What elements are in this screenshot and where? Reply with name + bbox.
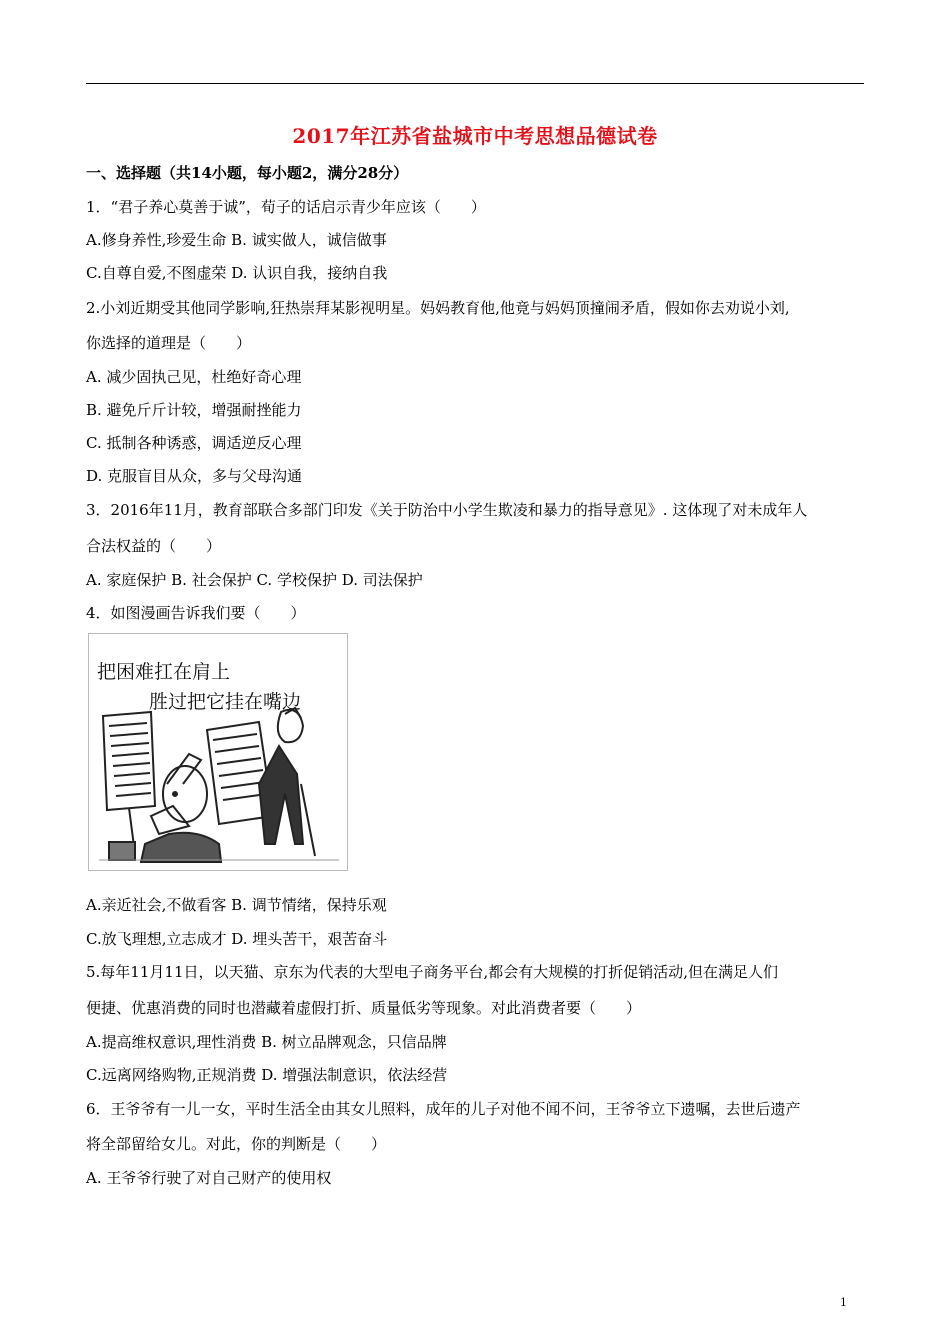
question-3-options: A. 家庭保护 B. 社会保护 C. 学校保护 D. 司法保护 (86, 571, 423, 589)
question-3-line-1: 3．2016年11月，教育部联合多部门印发《关于防治中小学生欺凌和暴力的指导意见》. 这体现了对未成年人 (86, 501, 808, 519)
page-title: 2017年江苏省盐城市中考思想品德试卷 (292, 124, 658, 148)
question-2-line-1: 2.小刘近期受其他同学影响,狂热崇拜某影视明星。妈妈教育他,他竟与妈妈顶撞闹矛盾，假如你去劝说小刘, (86, 299, 790, 317)
question-5-options-ab: A.提高维权意识,理性消费 B. 树立品牌观念，只信品牌 (86, 1033, 447, 1051)
sign-held-up-drawing (103, 712, 155, 854)
question-1-options-ab: A.修身养性,珍爱生命 B. 诚实做人，诚信做事 (86, 231, 387, 249)
section-heading: 一、选择题（共14小题，每小题2，满分28分） (86, 164, 409, 182)
cartoon-caption-line-2: 胜过把它挂在嘴边 (149, 691, 302, 713)
question-2-option-d: D. 克服盲目从众，多与父母沟通 (86, 467, 303, 485)
header-rule (86, 83, 864, 84)
question-4-options-ab: A.亲近社会,不做看客 B. 调节情绪，保持乐观 (86, 896, 387, 914)
question-6-line-2: 将全部留给女儿。对此，你的判断是（ ） (86, 1135, 387, 1153)
carrying-person-drawing (207, 708, 315, 856)
question-3-line-2: 合法权益的（ ） (86, 537, 222, 555)
question-1-options-cd: C.自尊自爱,不图虚荣 D. 认识自我，接纳自我 (86, 264, 388, 282)
question-4-options-cd: C.放飞理想,立志成才 D. 埋头苦干，艰苦奋斗 (86, 930, 388, 948)
question-5-line-2: 便捷、优惠消费的同时也潜藏着虚假打折、质量低劣等现象。对此消费者要（ ） (86, 999, 642, 1017)
question-5-line-1: 5.每年11月11日，以天猫、京东为代表的大型电子商务平台,都会有大规模的打折促销活动,但在满足人们 (86, 963, 779, 981)
bucket-drawing (109, 842, 135, 860)
question-2-option-a: A. 减少固执己见，杜绝好奇心理 (86, 368, 302, 386)
question-2-option-c: C. 抵制各种诱惑，调适逆反心理 (86, 434, 302, 452)
question-2-option-b: B. 避免斤斤计较，增强耐挫能力 (86, 401, 302, 419)
question-5-options-cd: C.远离网络购物,正规消费 D. 增强法制意识，依法经营 (86, 1066, 448, 1084)
question-1: 1．“君子养心莫善于诚”，荀子的话启示青少年应该（ ） (86, 198, 486, 216)
cartoon-figure (88, 633, 348, 871)
cartoon-caption-line-1: 把困难扛在肩上 (97, 661, 231, 683)
question-6-option-a: A. 王爷爷行驶了对自己财产的使用权 (86, 1169, 332, 1187)
question-6-line-1: 6．王爷爷有一儿一女，平时生活全由其女儿照料，成年的儿子对他不闻不问，王爷爷立下遗嘱，去世后遗产 (86, 1100, 801, 1118)
question-2-line-2: 你选择的道理是（ ） (86, 334, 252, 352)
question-4: 4．如图漫画告诉我们要（ ） (86, 604, 306, 622)
page-number: 1 (840, 1296, 847, 1309)
